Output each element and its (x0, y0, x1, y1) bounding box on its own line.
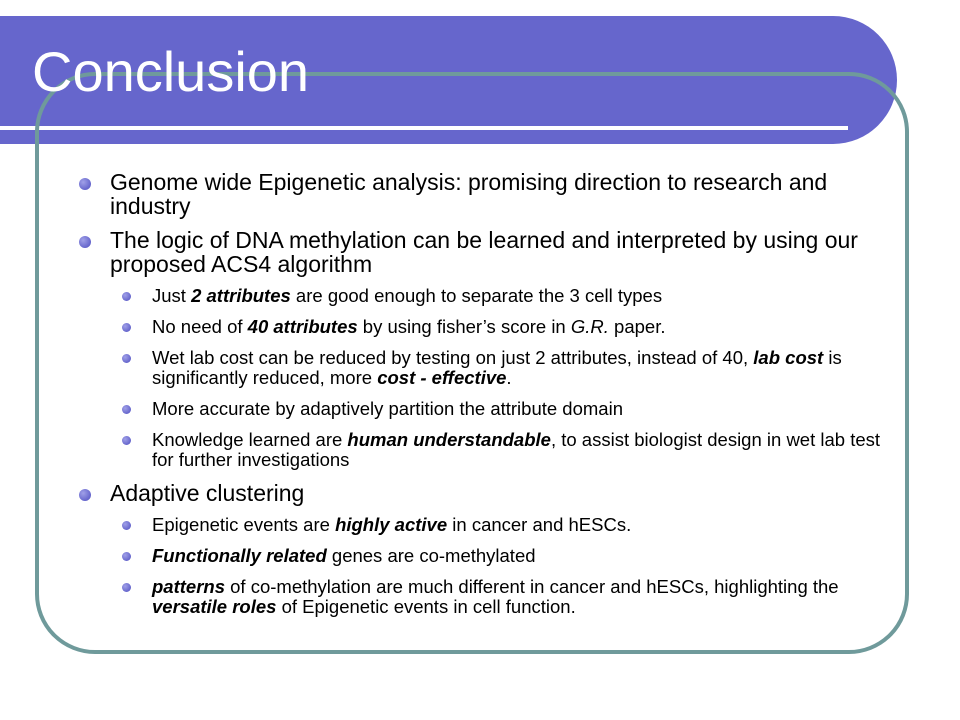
sub-bullet-epigenetic-events (122, 515, 888, 535)
text-run: of Epigenetic events in cell function. (276, 596, 576, 617)
emphasis: 40 attributes (247, 316, 358, 337)
text-run: Wet lab cost can be reduced by testing on just 2 attributes, instead of 40, (152, 347, 754, 368)
text-run: . (506, 367, 512, 388)
sub-bullet-knowledge (122, 430, 888, 470)
sub-bullet-icon (122, 436, 131, 445)
emphasis: highly active (335, 514, 448, 535)
emphasis: Functionally related (152, 545, 327, 566)
sub-bullet-2-attributes (122, 286, 888, 306)
bullet-dna-methylation (78, 228, 888, 276)
text-run: Just (152, 285, 192, 306)
sub-bullet-icon (122, 405, 131, 414)
bullet-text: The logic of DNA methylation can be learned and interpreted by using our proposed ACS4 algorithm (110, 227, 858, 277)
sub-bullet-icon (122, 583, 131, 592)
sub-bullet-patterns (122, 577, 888, 617)
sub-bullet-more-accurate (122, 399, 888, 419)
emphasis: 2 attributes (191, 285, 291, 306)
emphasis: human understandable (347, 429, 551, 450)
text-run: Epigenetic events are (152, 514, 336, 535)
sub-bullet-wet-lab-cost (122, 348, 888, 388)
bullet-icon (79, 489, 91, 501)
text-run: , to assist biologist design in wet lab test for further investigations (152, 429, 881, 470)
text-run: No need of (152, 316, 248, 337)
text-run: More accurate by adaptively partition the attribute domain (152, 398, 623, 419)
text-run: genes are co-methylated (326, 545, 536, 566)
sub-bullet-icon (122, 521, 131, 530)
sub-bullet-icon (122, 552, 131, 561)
sub-bullet-icon (122, 323, 131, 332)
text-run: Knowledge learned are (152, 429, 348, 450)
italic-text: G.R. (570, 316, 609, 337)
text-run: is significantly reduced, more (152, 347, 842, 388)
bullet-text: Genome wide Epigenetic analysis: promising direction to research and industry (110, 169, 828, 219)
emphasis: versatile roles (152, 596, 277, 617)
sub-bullet-40-attributes (122, 317, 888, 337)
sub-bullet-icon (122, 354, 131, 363)
bullet-icon (79, 178, 91, 190)
text-run: paper. (608, 316, 666, 337)
slide-title: Conclusion (32, 40, 310, 103)
text-run: in cancer and hESCs. (447, 514, 632, 535)
bullet-icon (79, 236, 91, 248)
text-run: are good enough to separate the 3 cell types (290, 285, 663, 306)
text-run: of co-methylation are much different in cancer and hESCs, highlighting the (225, 576, 839, 597)
sub-bullet-icon (122, 292, 131, 301)
bullet-text: Adaptive clustering (110, 480, 305, 506)
bullet-list (78, 170, 888, 628)
text-run: by using fisher’s score in (357, 316, 571, 337)
emphasis: patterns (152, 576, 225, 597)
emphasis: lab cost (753, 347, 824, 368)
emphasis: cost - effective (377, 367, 507, 388)
sub-bullet-functionally-related (122, 546, 888, 566)
bullet-genome-wide (78, 170, 888, 218)
bullet-adaptive-clustering (78, 481, 888, 505)
